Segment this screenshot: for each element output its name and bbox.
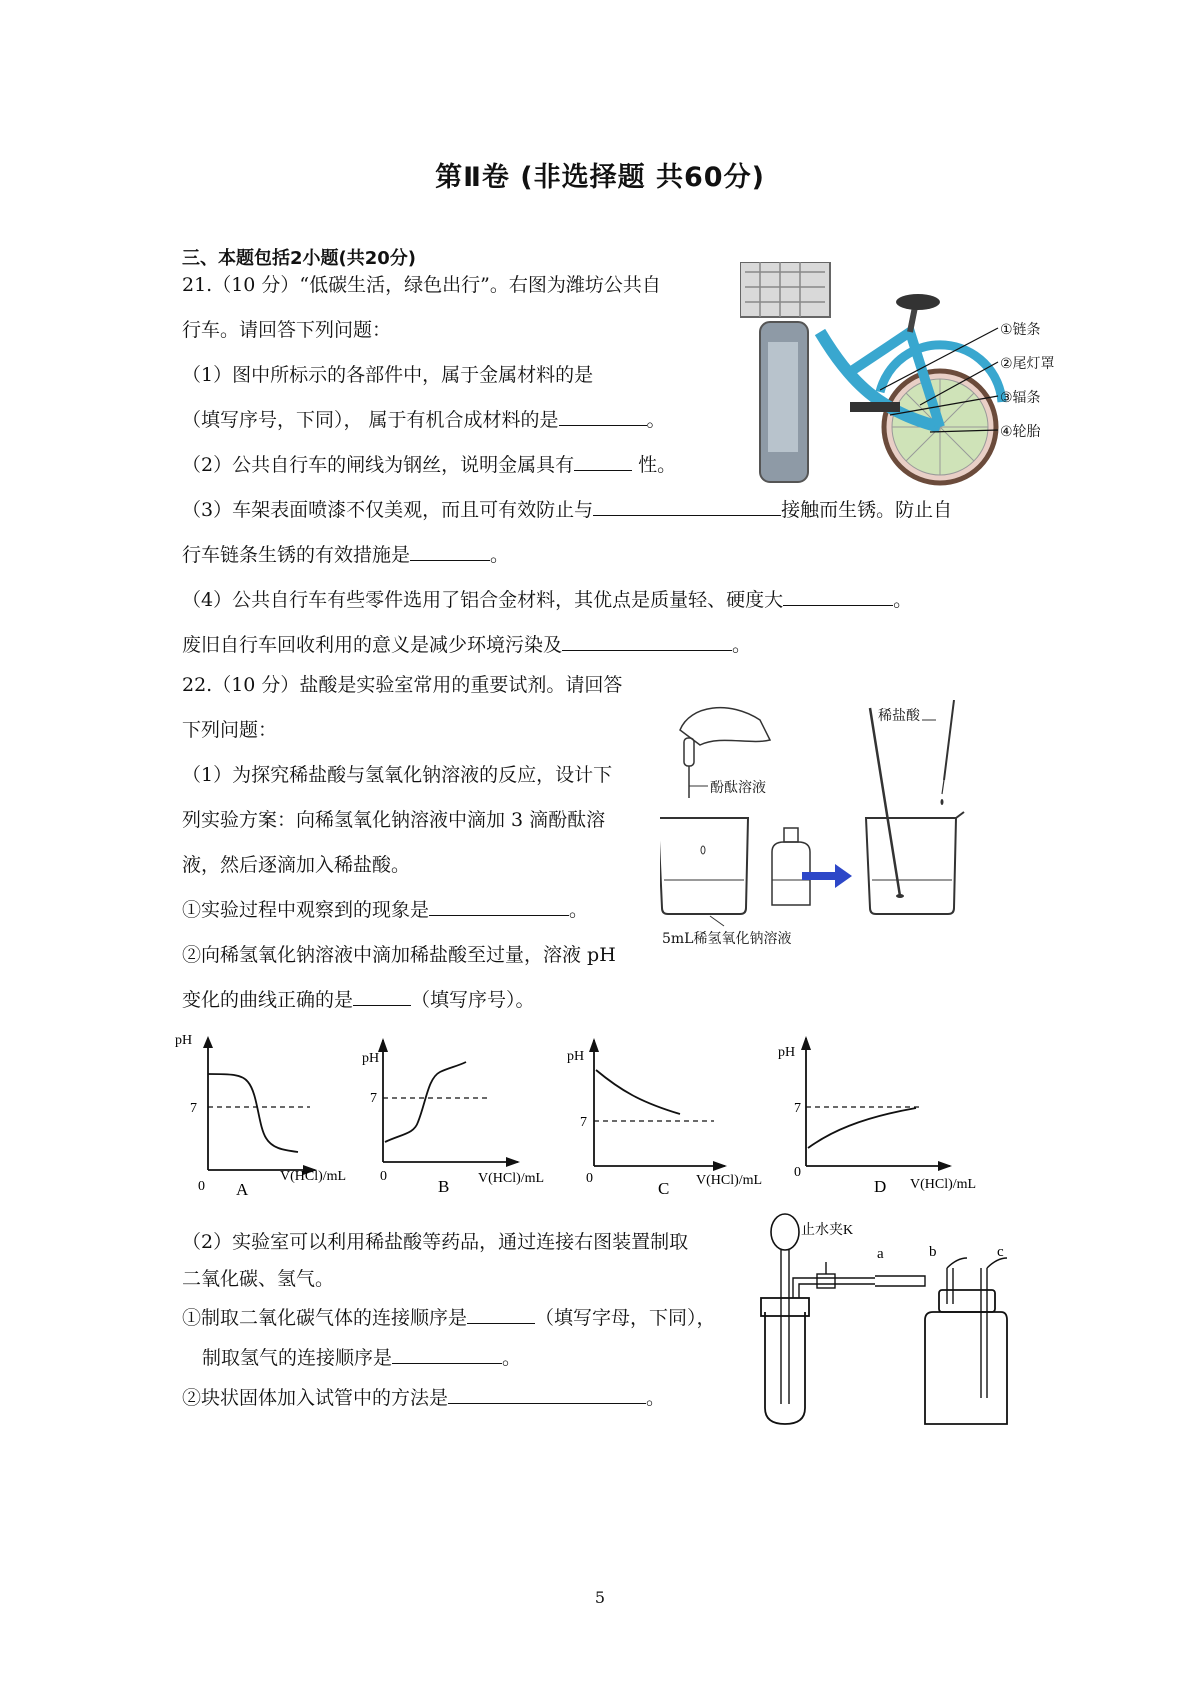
graph-d-letter: D xyxy=(874,1177,887,1196)
graph-c-origin: 0 xyxy=(586,1171,593,1186)
titration-apparatus xyxy=(660,700,1040,940)
label-phenolphthalein: 酚酞溶液 xyxy=(710,780,766,796)
graph-a xyxy=(175,1033,346,1199)
q22-part1c: 液，然后逐滴加入稀盐酸。 xyxy=(182,854,411,876)
graph-a-seven: 7 xyxy=(190,1101,197,1116)
q21-part1-text: （1）图中所标示的各部件中，属于金属材料的是 xyxy=(182,364,594,386)
label-chain: ①链条 xyxy=(1000,322,1041,338)
q22-part1d xyxy=(182,895,588,922)
q22-line1: 22.（10 分）盐酸是实验室常用的重要试剂。请回答 xyxy=(182,674,623,696)
q22-part2b: 二氧化碳、氢气。 xyxy=(182,1268,335,1290)
graph-d-origin: 0 xyxy=(794,1165,801,1180)
answer-blank[interactable] xyxy=(410,542,490,561)
q21-part4-end: 。 xyxy=(893,589,913,611)
answer-blank[interactable] xyxy=(593,497,781,516)
answer-blank[interactable] xyxy=(783,587,893,606)
q21-part2 xyxy=(182,450,676,477)
label-b: b xyxy=(929,1244,937,1260)
q21-part3 xyxy=(182,495,952,522)
section-heading: 三、本题包括2小题(共20分) xyxy=(182,248,417,269)
page-number: 5 xyxy=(594,1588,606,1607)
graph-a-xlabel: V(HCl)/mL xyxy=(280,1169,347,1184)
label-c: c xyxy=(997,1244,1004,1260)
q21-part4b-end: 。 xyxy=(732,634,752,656)
q22-part1f-text: 变化的曲线正确的是 xyxy=(182,989,354,1011)
q22-part2e-text: ②块状固体加入试管中的方法是 xyxy=(182,1387,449,1409)
graph-d xyxy=(778,1036,976,1196)
q22-part1a: （1）为探究稀盐酸与氢氧化钠溶液的反应，设计下 xyxy=(182,764,613,786)
q22-part1e: ②向稀氢氧化钠溶液中滴加稀盐酸至过量，溶液 pH xyxy=(182,944,616,966)
q21-part3-end: 接触而生锈。防止自 xyxy=(781,499,953,521)
q22-part2d-end: 。 xyxy=(502,1347,522,1369)
q21-part2-end: 性。 xyxy=(632,454,677,476)
q21-part2-text: （2）公共自行车的闸线为钢丝，说明金属具有 xyxy=(182,454,575,476)
label-tire: ④轮胎 xyxy=(1000,424,1041,440)
q22-part2c-text: ①制取二氧化碳气体的连接顺序是 xyxy=(182,1307,468,1329)
graph-c-letter: C xyxy=(658,1179,670,1198)
label-clamp: 止水夹K xyxy=(801,1223,854,1238)
q22-part2c-end: （填写字母，下同）， xyxy=(535,1307,716,1329)
label-spokes: ③辐条 xyxy=(1000,390,1041,406)
graph-d-ylabel: pH xyxy=(778,1045,796,1060)
answer-blank[interactable] xyxy=(562,632,732,651)
q21-part1b-end: 。 xyxy=(646,409,666,431)
q21-part4-text: （4）公共自行车有些零件选用了铝合金材料，其优点是质量轻、硬度大 xyxy=(182,589,784,611)
label-naoh: 5mL稀氢氧化钠溶液 xyxy=(662,931,792,947)
q22-part2c xyxy=(182,1303,716,1330)
graph-c-seven: 7 xyxy=(580,1115,587,1130)
answer-blank[interactable] xyxy=(559,407,647,426)
label-a: a xyxy=(877,1246,884,1262)
q21-part1b-text: （填写序号，下同）， 属于有机合成材料的是 xyxy=(182,409,559,431)
graph-b xyxy=(362,1038,544,1196)
page-title: 第Ⅱ卷 (非选择题 共60分) xyxy=(435,162,765,193)
q22-part2a: （2）实验室可以利用稀盐酸等药品，通过连接右图装置制取 xyxy=(182,1231,689,1253)
q21-part4b-text: 废旧自行车回收利用的意义是减少环境污染及 xyxy=(182,634,563,656)
label-dilute-hcl: 稀盐酸 xyxy=(878,708,920,724)
q22-part1d-end: 。 xyxy=(569,899,589,921)
q21-part3-text: （3）车架表面喷漆不仅美观，而且可有效防止与 xyxy=(182,499,594,521)
graph-c-ylabel: pH xyxy=(567,1049,585,1064)
graph-c xyxy=(567,1038,762,1198)
graph-c-xlabel: V(HCl)/mL xyxy=(696,1173,763,1188)
q22-part1d-text: ①实验过程中观察到的现象是 xyxy=(182,899,430,921)
q21-part3b-text: 行车链条生锈的有效措施是 xyxy=(182,544,411,566)
q21-part4b xyxy=(182,630,751,657)
gas-apparatus xyxy=(745,1212,1065,1432)
graph-d-xlabel: V(HCl)/mL xyxy=(910,1177,977,1192)
q22-part1f-end: （填写序号）。 xyxy=(411,989,535,1011)
label-tail-lamp: ②尾灯罩 xyxy=(1000,356,1055,372)
graph-a-letter: A xyxy=(236,1180,249,1199)
graph-b-ylabel: pH xyxy=(362,1051,380,1066)
graph-b-seven: 7 xyxy=(370,1091,377,1106)
q21-part1b xyxy=(182,405,666,432)
graph-d-seven: 7 xyxy=(794,1101,801,1116)
graph-b-origin: 0 xyxy=(380,1169,387,1184)
q21-part3b-end: 。 xyxy=(490,544,510,566)
answer-blank[interactable] xyxy=(574,452,632,471)
answer-blank[interactable] xyxy=(448,1385,646,1404)
q22-line2: 下列问题： xyxy=(182,719,278,741)
ph-graphs xyxy=(170,1030,1010,1205)
q21-part3b xyxy=(182,540,509,567)
q21-part1-line xyxy=(182,360,707,387)
graph-a-origin: 0 xyxy=(198,1179,205,1194)
q22-part2d-text: 制取氢气的连接顺序是 xyxy=(202,1347,393,1369)
q22-part1b: 列实验方案：向稀氢氧化钠溶液中滴加 3 滴酚酞溶 xyxy=(182,809,606,831)
q21-part4 xyxy=(182,585,912,612)
answer-blank[interactable] xyxy=(353,987,411,1006)
graph-a-ylabel: pH xyxy=(175,1033,193,1048)
graph-b-xlabel: V(HCl)/mL xyxy=(478,1171,545,1186)
answer-blank[interactable] xyxy=(429,897,569,916)
answer-blank[interactable] xyxy=(392,1345,502,1364)
answer-blank[interactable] xyxy=(467,1305,535,1324)
graph-b-letter: B xyxy=(438,1177,450,1196)
q22-part2e xyxy=(182,1383,665,1410)
q22-part1f xyxy=(182,985,535,1012)
q21-line2: 行车。请回答下列问题： xyxy=(182,319,392,341)
q22-part2e-end: 。 xyxy=(646,1387,666,1409)
q21-line1: 21.（10 分）“低碳生活，绿色出行”。右图为潍坊公共自 xyxy=(182,274,661,296)
q22-part2d xyxy=(202,1343,521,1370)
